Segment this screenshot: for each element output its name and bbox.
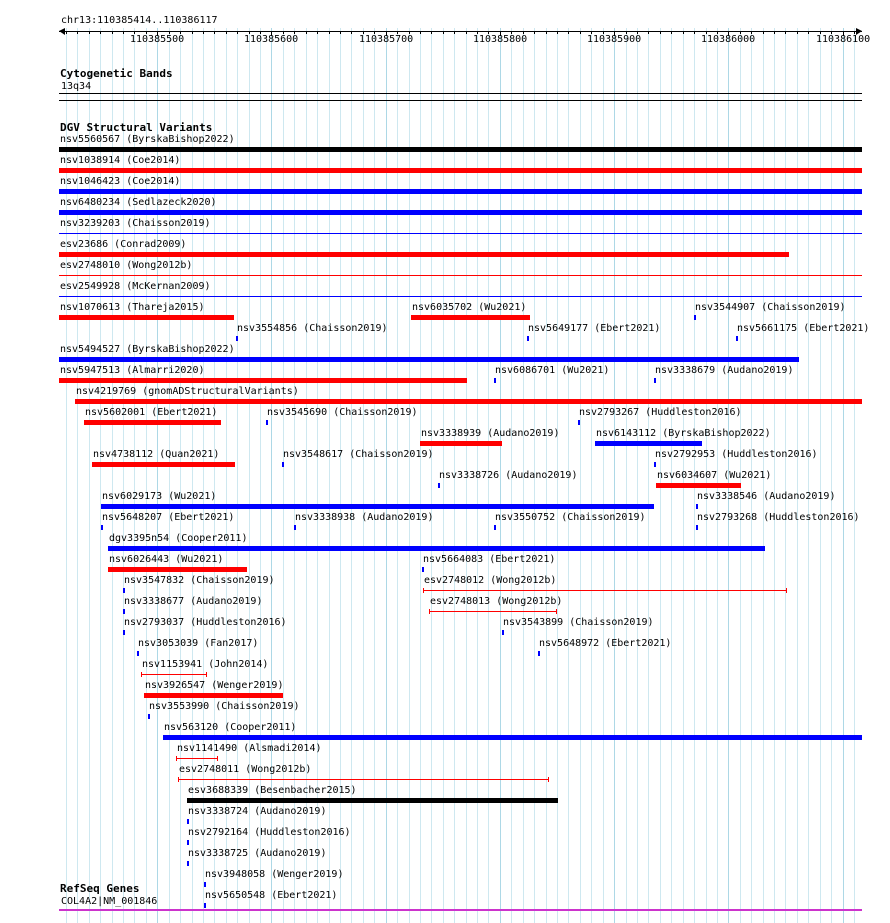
- scale-minor-tick: [683, 31, 684, 34]
- variant-feature[interactable]: [429, 609, 557, 614]
- variant-label[interactable]: nsv6143112 (ByrskaBishop2022): [596, 428, 771, 439]
- scale-minor-tick: [443, 31, 444, 34]
- variant-label[interactable]: nsv2793268 (Huddleston2016): [697, 512, 860, 523]
- variant-label[interactable]: nsv5494527 (ByrskaBishop2022): [60, 344, 235, 355]
- cytoband-rule-top: [59, 93, 862, 94]
- variant-feature[interactable]: [137, 651, 139, 656]
- scale-minor-tick: [317, 31, 318, 34]
- scale-minor-tick: [100, 31, 101, 34]
- scale-tick-label: 110385500: [130, 34, 185, 45]
- scale-minor-tick: [660, 31, 661, 34]
- variant-label[interactable]: nsv3548617 (Chaisson2019): [283, 449, 434, 460]
- scale-minor-tick: [306, 31, 307, 34]
- variant-label[interactable]: nsv5649177 (Ebert2021): [528, 323, 661, 334]
- variant-feature[interactable]: [595, 441, 702, 446]
- variant-label[interactable]: nsv3545690 (Chaisson2019): [267, 407, 418, 418]
- scale-minor-tick: [648, 31, 649, 34]
- variant-label[interactable]: nsv5650548 (Ebert2021): [205, 890, 338, 901]
- variant-label[interactable]: nsv3547832 (Chaisson2019): [124, 575, 275, 586]
- scale-tick-label: 110385800: [473, 34, 528, 45]
- refseq-gene-feature[interactable]: [59, 909, 862, 911]
- variant-feature[interactable]: [502, 630, 504, 635]
- variant-label[interactable]: nsv4219769 (gnomADStructuralVariants): [76, 386, 299, 397]
- variant-feature[interactable]: [423, 588, 787, 593]
- variant-feature[interactable]: [266, 420, 268, 425]
- variant-feature[interactable]: [204, 903, 206, 908]
- scale-minor-tick: [214, 31, 215, 34]
- variant-label[interactable]: esv2748010 (Wong2012b): [60, 260, 193, 271]
- variant-feature[interactable]: [696, 525, 698, 530]
- variant-feature[interactable]: [694, 315, 696, 320]
- variant-feature[interactable]: [92, 462, 235, 467]
- scale-minor-tick: [568, 31, 569, 34]
- refseq-gene-label[interactable]: COL4A2|NM_001846: [61, 896, 158, 907]
- variant-label[interactable]: esv2748013 (Wong2012b): [430, 596, 563, 607]
- variant-feature[interactable]: [123, 630, 125, 635]
- variant-label[interactable]: nsv6035702 (Wu2021): [412, 302, 527, 313]
- variant-feature[interactable]: [59, 233, 862, 234]
- scale-minor-tick: [774, 31, 775, 34]
- variant-label[interactable]: nsv3338939 (Audano2019): [421, 428, 560, 439]
- scale-minor-tick: [546, 31, 547, 34]
- variant-feature[interactable]: [411, 315, 530, 320]
- variant-feature[interactable]: [123, 588, 125, 593]
- variant-feature[interactable]: [176, 756, 218, 761]
- variant-label[interactable]: nsv1153941 (John2014): [142, 659, 269, 670]
- variant-feature[interactable]: [420, 441, 502, 446]
- scale-minor-tick: [785, 31, 786, 34]
- variant-feature[interactable]: [59, 168, 862, 173]
- scale-minor-tick: [226, 31, 227, 34]
- variant-feature[interactable]: [178, 777, 549, 782]
- variant-label[interactable]: nsv4738112 (Quan2021): [93, 449, 220, 460]
- scale-tick-label: 110385600: [244, 34, 299, 45]
- variant-feature[interactable]: [187, 840, 189, 845]
- variant-label[interactable]: nsv1046423 (Coe2014): [60, 176, 181, 187]
- variant-feature[interactable]: [187, 819, 189, 824]
- variant-label[interactable]: nsv2792164 (Huddleston2016): [188, 827, 351, 838]
- variant-label[interactable]: dgv3395n54 (Cooper2011): [109, 533, 248, 544]
- variant-feature[interactable]: [148, 714, 150, 719]
- scale-minor-tick: [77, 31, 78, 34]
- variant-label[interactable]: nsv3338725 (Audano2019): [188, 848, 327, 859]
- variant-feature[interactable]: [108, 567, 247, 572]
- variant-label[interactable]: nsv5661175 (Ebert2021): [737, 323, 870, 334]
- variant-label[interactable]: nsv1141490 (Alsmadi2014): [177, 743, 322, 754]
- variant-label[interactable]: nsv6086701 (Wu2021): [495, 365, 610, 376]
- variant-label[interactable]: nsv3553990 (Chaisson2019): [149, 701, 300, 712]
- scale-tick-label: 110385700: [359, 34, 414, 45]
- variant-label[interactable]: nsv6029173 (Wu2021): [102, 491, 217, 502]
- scale-minor-tick: [466, 31, 467, 34]
- scale-minor-tick: [557, 31, 558, 34]
- scale-minor-tick: [66, 31, 67, 34]
- variant-feature[interactable]: [144, 693, 283, 698]
- variant-label[interactable]: nsv3239203 (Chaisson2019): [60, 218, 211, 229]
- variant-label[interactable]: nsv3948058 (Wenger2019): [205, 869, 344, 880]
- variant-label[interactable]: esv3688339 (Besenbacher2015): [188, 785, 357, 796]
- scale-minor-tick: [420, 31, 421, 34]
- scale-minor-tick: [329, 31, 330, 34]
- variant-label[interactable]: nsv3543899 (Chaisson2019): [503, 617, 654, 628]
- scale-minor-tick: [797, 31, 798, 34]
- variant-label[interactable]: nsv2792953 (Huddleston2016): [655, 449, 818, 460]
- variant-label[interactable]: nsv6480234 (Sedlazeck2020): [60, 197, 217, 208]
- scale-minor-tick: [694, 31, 695, 34]
- variant-feature[interactable]: [204, 882, 206, 887]
- scale-minor-tick: [763, 31, 764, 34]
- variant-label[interactable]: esv2748011 (Wong2012b): [179, 764, 312, 775]
- scale-minor-tick: [203, 31, 204, 34]
- scale-minor-tick: [123, 31, 124, 34]
- variant-feature[interactable]: [59, 189, 862, 194]
- variant-feature[interactable]: [527, 336, 529, 341]
- variant-feature[interactable]: [656, 483, 741, 488]
- variant-feature[interactable]: [59, 275, 862, 276]
- variant-label[interactable]: nsv3338546 (Audano2019): [697, 491, 836, 502]
- variant-label[interactable]: nsv2793037 (Huddleston2016): [124, 617, 287, 628]
- variant-feature[interactable]: [422, 567, 424, 572]
- variant-feature[interactable]: [59, 378, 467, 383]
- variant-label[interactable]: nsv2793267 (Huddleston2016): [579, 407, 742, 418]
- variant-label[interactable]: nsv6026443 (Wu2021): [109, 554, 224, 565]
- dgv-track-title: DGV Structural Variants: [60, 121, 213, 134]
- variant-feature[interactable]: [236, 336, 238, 341]
- variant-label[interactable]: nsv3338679 (Audano2019): [655, 365, 794, 376]
- variant-label[interactable]: nsv3053039 (Fan2017): [138, 638, 259, 649]
- cytoband-rule-bottom: [59, 100, 862, 101]
- variant-feature[interactable]: [654, 378, 656, 383]
- variant-label[interactable]: nsv1070613 (Thareja2015): [60, 302, 205, 313]
- variant-feature[interactable]: [59, 296, 862, 297]
- variant-feature[interactable]: [59, 315, 234, 320]
- variant-label[interactable]: nsv6034607 (Wu2021): [657, 470, 772, 481]
- scale-tick-label: 110386100: [816, 34, 871, 45]
- scale-minor-tick: [340, 31, 341, 34]
- variant-feature[interactable]: [578, 420, 580, 425]
- variant-feature[interactable]: [282, 462, 284, 467]
- variant-feature[interactable]: [108, 546, 765, 551]
- variant-feature[interactable]: [141, 672, 207, 677]
- scale-left-arrow: [59, 28, 65, 35]
- variant-feature[interactable]: [494, 525, 496, 530]
- variant-label[interactable]: nsv5648207 (Ebert2021): [102, 512, 235, 523]
- scale-minor-tick: [534, 31, 535, 34]
- variant-label[interactable]: esv23686 (Conrad2009): [60, 239, 187, 250]
- cytoband-label: 13q34: [61, 81, 92, 92]
- variant-label[interactable]: nsv3338724 (Audano2019): [188, 806, 327, 817]
- scale-minor-tick: [237, 31, 238, 34]
- scale-minor-tick: [192, 31, 193, 34]
- scale-minor-tick: [431, 31, 432, 34]
- variant-label[interactable]: nsv3926547 (Wenger2019): [145, 680, 284, 691]
- variant-feature[interactable]: [187, 861, 189, 866]
- variant-label[interactable]: nsv3338677 (Audano2019): [124, 596, 263, 607]
- scale-minor-tick: [351, 31, 352, 34]
- variant-label[interactable]: nsv3550752 (Chaisson2019): [495, 512, 646, 523]
- variant-label[interactable]: nsv5560567 (ByrskaBishop2022): [60, 134, 235, 145]
- locus-label: chr13:110385414..110386117: [61, 15, 218, 26]
- variant-feature[interactable]: [59, 210, 862, 215]
- scale-minor-tick: [112, 31, 113, 34]
- variant-label[interactable]: nsv3338938 (Audano2019): [295, 512, 434, 523]
- variant-feature[interactable]: [187, 798, 558, 803]
- scale-tick-label: 110386000: [701, 34, 756, 45]
- variant-feature[interactable]: [163, 735, 862, 740]
- variant-feature[interactable]: [494, 378, 496, 383]
- variant-label[interactable]: esv2549928 (McKernan2009): [60, 281, 211, 292]
- variant-feature[interactable]: [736, 336, 738, 341]
- variant-label[interactable]: nsv3554856 (Chaisson2019): [237, 323, 388, 334]
- variant-label[interactable]: nsv563120 (Cooper2011): [164, 722, 297, 733]
- refseq-track-title: RefSeq Genes: [60, 882, 140, 895]
- scale-bar: [0, 28, 890, 48]
- variant-feature[interactable]: [59, 147, 862, 152]
- scale-minor-tick: [671, 31, 672, 34]
- variant-label[interactable]: nsv5602001 (Ebert2021): [85, 407, 218, 418]
- variant-feature[interactable]: [294, 525, 296, 530]
- variant-feature[interactable]: [696, 504, 698, 509]
- variant-feature[interactable]: [538, 651, 540, 656]
- variant-label[interactable]: nsv5947513 (Almarri2020): [60, 365, 205, 376]
- variant-label[interactable]: nsv3338726 (Audano2019): [439, 470, 578, 481]
- variant-label[interactable]: nsv3544907 (Chaisson2019): [695, 302, 846, 313]
- scale-minor-tick: [580, 31, 581, 34]
- cytoband-track-title: Cytogenetic Bands: [60, 67, 173, 80]
- variant-feature[interactable]: [75, 399, 862, 404]
- variant-label[interactable]: nsv5648972 (Ebert2021): [539, 638, 672, 649]
- variant-feature[interactable]: [123, 609, 125, 614]
- variant-feature[interactable]: [59, 357, 799, 362]
- scale-tick-label: 110385900: [587, 34, 642, 45]
- variant-feature[interactable]: [101, 525, 103, 530]
- scale-minor-tick: [89, 31, 90, 34]
- variant-label[interactable]: esv2748012 (Wong2012b): [424, 575, 557, 586]
- variant-feature[interactable]: [438, 483, 440, 488]
- variant-feature[interactable]: [84, 420, 221, 425]
- scale-minor-tick: [454, 31, 455, 34]
- variant-feature[interactable]: [59, 252, 789, 257]
- variant-label[interactable]: nsv1038914 (Coe2014): [60, 155, 181, 166]
- variant-feature[interactable]: [101, 504, 654, 509]
- variant-feature[interactable]: [654, 462, 656, 467]
- variant-label[interactable]: nsv5664083 (Ebert2021): [423, 554, 556, 565]
- scale-minor-tick: [808, 31, 809, 34]
